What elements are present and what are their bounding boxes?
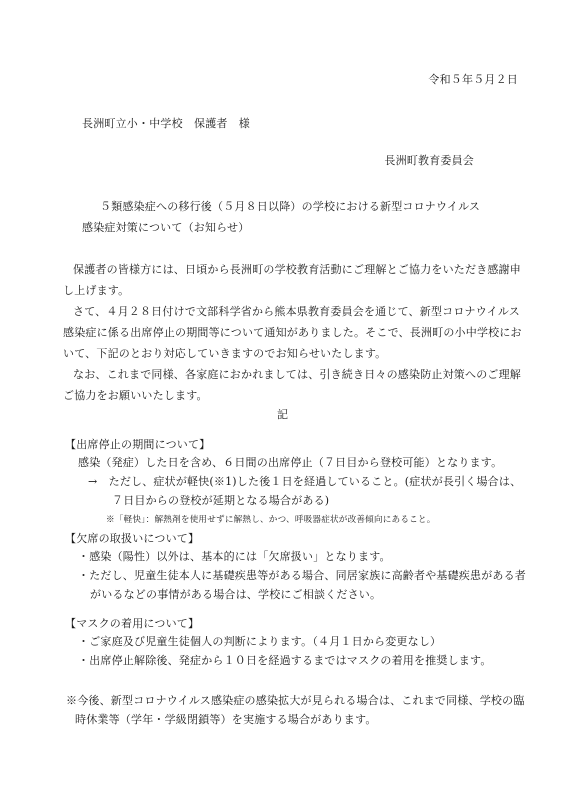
body-line: ご協力をお願いいたします。 [63, 389, 208, 402]
body-line: 保護者の皆様方には、日頃から長洲町の学校教育活動にご理解とご協力をいただき感謝申 [73, 263, 521, 276]
body-line: し上げます。 [63, 284, 130, 297]
body-line: なお、これまで同様、各家庭におかれましては、引き続き日々の感染防止対策へのご理解 [73, 368, 521, 381]
absence-line: ・感染（陽性）以外は、基本的には「欠席扱い」となります。 [78, 550, 391, 563]
footer-note-line: 時休業等（学年・学級閉鎖等）を実施する場合があります。 [75, 713, 377, 726]
body-line: 感染症に係る出席停止の期間等について通知がありました。そこで、長洲町の小中学校にお [63, 326, 522, 339]
absence-line: がいるなどの事情がある場合は、学校にご相談ください。 [90, 588, 382, 601]
sender: 長洲町教育委員会 [384, 154, 474, 167]
attendance-line: ７日目からの登校が延期となる場合がある) [112, 494, 330, 507]
subject-line-2: 感染症対策について（お知らせ） [82, 221, 250, 234]
subject-line-1: ５類感染症への移行後（５月８日以降）の学校における新型コロナウイルス [100, 200, 481, 213]
body-line: さて、４月２８日付けで文部科学省から熊本県教育委員会を通じて、新型コロナウイルス [73, 305, 520, 318]
attendance-note: ※「軽快」：解熱剤を使用せずに解熱し、かつ、呼吸器症状が改善傾向にあること。 [106, 515, 436, 525]
mask-line: ・出席停止解除後、発症から１０日を経過するまではマスクの着用を推奨します。 [78, 654, 492, 667]
footer-note-line: ※今後、新型コロナウイルス感染症の感染拡大が見られる場合は、これまで同様、学校の臨 [66, 694, 525, 707]
addressee: 長洲町立小・中学校 保護者 様 [82, 117, 250, 130]
body-line: いて、下記のとおり対応していきますのでお知らせいたします。 [63, 347, 387, 360]
attendance-line: → ただし、症状が軽快(※1)した後１日を経過していること。(症状が長引く場合は、 [88, 475, 522, 488]
section-heading-mask: 【マスクの着用について】 [65, 617, 200, 630]
section-heading-attendance: 【出席停止の期間について】 [65, 438, 211, 451]
document-date: 令和５年５月２日 [428, 73, 518, 86]
mask-line: ・ご家庭及び児童生徒個人の判断によります。（４月１日から変更なし） [78, 635, 442, 648]
ki-marker: 記 [277, 408, 289, 421]
section-heading-absence: 【欠席の取扱いについて】 [65, 532, 200, 545]
absence-line: ・ただし、児童生徒本人に基礎疾患等がある場合、同居家族に高齢者や基礎疾患がある者 [78, 569, 526, 582]
attendance-line: 感染（発症）した日を含め、６日間の出席停止（７日目から登校可能）となります。 [78, 456, 503, 469]
